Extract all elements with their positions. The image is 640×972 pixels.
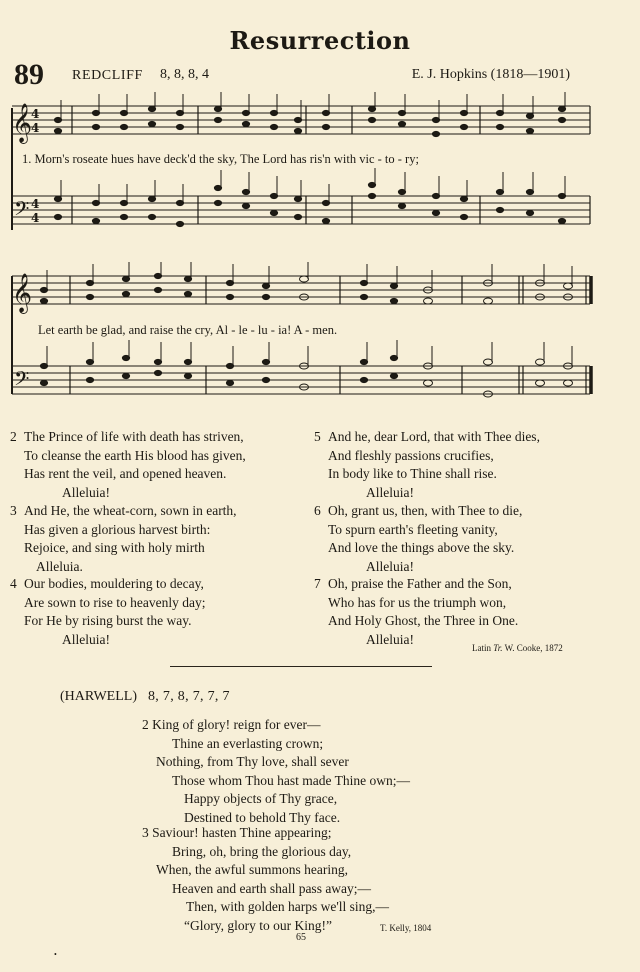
verse-4 (10, 575, 206, 649)
verse-line: Our bodies, mouldering to decay, (24, 576, 204, 591)
verse-line: Alleluia! (62, 631, 110, 647)
verse-line: Thine an everlasting crown; (172, 735, 324, 751)
score-lyric-line-2: Let earth be glad, and raise the cry, Al - le - lu - ia! A - men. (38, 323, 338, 337)
verse-line: To spurn earth's fleeting vanity, (328, 521, 498, 537)
verse-line: Are sown to rise to heavenly day; (24, 594, 206, 610)
verse-line: To cleanse the earth His blood has given, (24, 447, 246, 463)
verse-number: 2 (10, 429, 17, 444)
page-number: 65 (296, 932, 306, 943)
verse-line: Alleluia! (62, 484, 110, 500)
verse-line: Oh, grant us, then, with Thee to die, (328, 503, 523, 518)
harwell-attribution: T. Kelly, 1804 (380, 923, 432, 933)
harwell-verse-3 (142, 824, 389, 935)
verse-line: Has rent the veil, and opened heaven. (24, 466, 227, 482)
verse-line: 2 King of glory! reign for ever— (142, 717, 321, 732)
bass-notes (40, 340, 572, 397)
verse-line: Alleluia! (366, 631, 414, 647)
verse-line: And He, the wheat-corn, sown in earth, (24, 503, 237, 518)
verse-2 (10, 428, 246, 502)
verse-number: 3 (10, 503, 17, 518)
verse-line: Alleluia! (366, 558, 414, 574)
verse-line: Who has for us the triumph won, (328, 594, 507, 610)
verse-line: In body like to Thine shall rise. (328, 466, 497, 482)
verse-line: When, the awful summons hearing, (156, 862, 348, 877)
verse-line: Bring, oh, bring the glorious day, (172, 843, 352, 859)
verse-line: And fleshly passions crucifies, (328, 447, 494, 463)
verse-line: Has given a glorious harvest birth: (24, 521, 211, 537)
verse-line: Nothing, from Thy love, shall sever (156, 754, 349, 769)
treble-clef-icon: 𝄞 (12, 103, 33, 143)
svg-text:4: 4 (31, 197, 40, 211)
corner-mark-icon: • (54, 950, 57, 959)
verse-line: Heaven and earth shall pass away;— (172, 880, 372, 896)
verse-line: The Prince of life with death has striven, (24, 429, 244, 444)
verse-line: And Holy Ghost, the Three in One. (328, 613, 519, 629)
verse-7 (314, 575, 519, 649)
treble-clef-icon: 𝄞 (12, 273, 33, 313)
translation-attribution: Latin Tr. W. Cooke, 1872 (472, 643, 563, 653)
section-divider (170, 666, 432, 667)
bass-clef-icon: 𝄢 (14, 367, 30, 395)
verse-number: 7 (314, 576, 321, 591)
tune-name: REDCLIFF (72, 68, 143, 83)
verse-line: 3 Saviour! hasten Thine appearing; (142, 825, 332, 840)
verse-number: 5 (314, 429, 321, 444)
bass-notes (54, 168, 565, 227)
treble-notes (54, 92, 565, 137)
verse-line: Oh, praise the Father and the Son, (328, 576, 512, 591)
svg-text:4: 4 (31, 107, 40, 121)
harwell-verse-2 (142, 716, 410, 827)
harwell-meter: 8, 7, 8, 7, 7, 7 (148, 689, 230, 704)
hymn-number: 89 (14, 58, 44, 91)
verse-line: Happy objects of Thy grace, (184, 791, 338, 806)
score-lyric-line-1: 1. Morn's roseate hues have deck'd the sky, The Lord has ris'n with vic - to - ry; (22, 152, 419, 166)
verse-5 (314, 428, 540, 502)
verse-line: And he, dear Lord, that with Thee dies, (328, 429, 540, 444)
music-system-1 (0, 92, 640, 242)
verse-number: 6 (314, 503, 321, 518)
verse-line: “Glory, glory to our King!” (184, 917, 332, 933)
harwell-tune-name: (HARWELL) (60, 689, 137, 704)
composer: E. J. Hopkins (1818—1901) (411, 67, 570, 82)
verse-line: Rejoice, and sing with holy mirth (24, 540, 205, 556)
verse-6 (314, 502, 523, 576)
verse-line: Then, with golden harps we'll sing,— (186, 899, 390, 914)
meter: 8, 8, 8, 4 (160, 67, 209, 82)
verse-line: Alleluia. (36, 558, 83, 574)
verse-line: And love the things above the sky. (328, 540, 515, 556)
verse-line: For He by rising burst the way. (24, 613, 192, 629)
verse-line: Alleluia! (366, 484, 414, 500)
bass-clef-icon: 𝄢 (14, 197, 30, 225)
verse-number: 4 (10, 576, 17, 591)
verse-line: Those whom Thou hast made Thine own;— (172, 772, 410, 788)
section-title: Resurrection (229, 26, 411, 55)
verse-line: Destined to behold Thy face. (184, 809, 341, 825)
svg-text:4: 4 (31, 211, 40, 225)
verse-3 (10, 502, 237, 576)
svg-text:4: 4 (31, 121, 40, 135)
